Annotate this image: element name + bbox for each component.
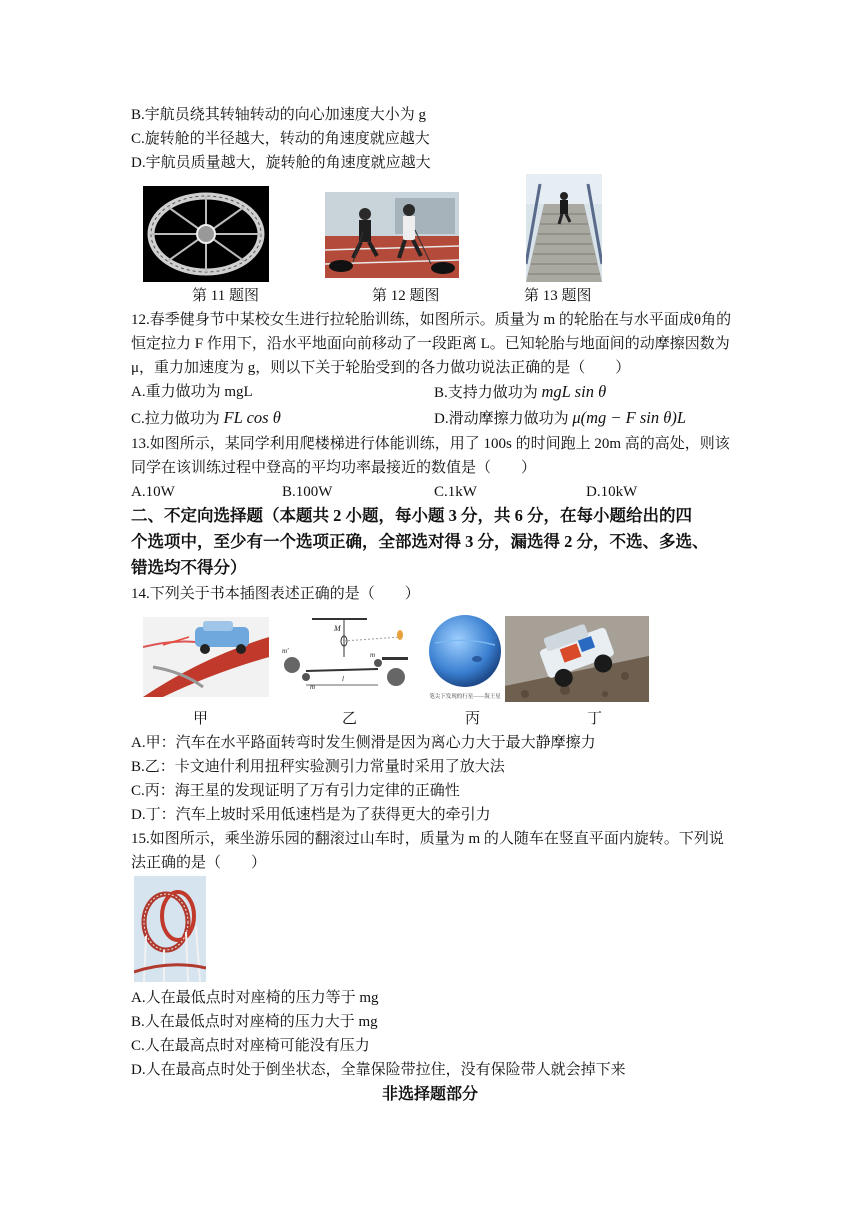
figure-12-tire-pulling [325, 192, 459, 278]
figure-13-stairs [526, 174, 602, 282]
q12-option-b-formula: mgL sin θ [541, 382, 607, 401]
non-choice-section-heading: 非选择题部分 [381, 1086, 478, 1103]
q13-option-c: C.1kW [434, 484, 477, 500]
figure-14-yi-torsion-balance [282, 617, 412, 697]
figure-14-ding-suv-slope [505, 616, 649, 702]
q14-label-bing: 丙 [465, 711, 481, 727]
q13-option-d: D.10kW [586, 484, 638, 500]
q13-stem-line1: 13.如图所示，某同学利用爬楼梯进行体能训练，用了 100s 的时间跑上 20m 高的高处，则该 [131, 436, 730, 452]
q12-option-c-prefix: C.拉力做功为 [131, 411, 220, 427]
q14-option-d: D.丁：汽车上坡时采用低速档是为了获得更大的牵引力 [131, 807, 491, 823]
caption-figure-13: 第 13 题图 [524, 288, 592, 304]
section2-heading-line3: 错选均不得分） [131, 558, 247, 577]
figure-14-bing-neptune [427, 613, 503, 705]
q12-option-b [434, 382, 606, 403]
q11-option-c: C.旋转舱的半径越大，转动的角速度就应越大 [131, 131, 430, 147]
figure-15-roller-coaster [134, 876, 206, 982]
q15-option-c: C.人在最高点时对座椅可能没有压力 [131, 1038, 370, 1054]
q12-stem-line1: 12.春季健身节中某校女生进行拉轮胎训练，如图所示。质量为 m 的轮胎在与水平面成θ角的 [131, 312, 732, 328]
q14-label-ding: 丁 [587, 711, 603, 727]
section2-heading-line2: 个选项中，至少有一个选项正确，全部选对得 3 分，漏选得 2 分，不选、多选、 [131, 532, 709, 551]
svg-text:l: l [342, 675, 344, 683]
svg-text:m: m [370, 651, 376, 659]
q14-option-a: A.甲：汽车在水平路面转弯时发生侧滑是因为离心力大于最大静摩擦力 [131, 735, 596, 751]
q12-stem-line2: 恒定拉力 F 作用下，沿水平地面向前移动了一段距离 L。已知轮胎与地面间的动摩擦因数为 [131, 336, 730, 352]
q14-label-jia: 甲 [193, 711, 209, 727]
q15-option-b: B.人在最低点时对座椅的压力大于 mg [131, 1014, 378, 1030]
caption-figure-11: 第 11 题图 [192, 288, 259, 304]
q12-option-d-formula: μ(mg − F sin θ)L [572, 408, 687, 427]
svg-text:M: M [334, 624, 341, 633]
q14-label-yi: 乙 [342, 711, 358, 727]
q15-option-a: A.人在最低点时对座椅的压力等于 mg [131, 990, 379, 1006]
q13-option-b: B.100W [282, 484, 333, 500]
q12-option-c [131, 408, 281, 429]
q12-option-a: A.重力做功为 mgL [131, 384, 253, 400]
q14-option-b: B.乙：卡文迪什利用扭秤实验测引力常量时采用了放大法 [131, 759, 505, 775]
q11-option-b: B.宇航员绕其转轴转动的向心加速度大小为 g [131, 107, 427, 123]
q12-option-b-prefix: B.支持力做功为 [434, 385, 538, 401]
q13-option-a: A.10W [131, 484, 175, 500]
q11-option-d: D.宇航员质量越大，旋转舱的角速度就应越大 [131, 155, 431, 171]
q15-stem-line1: 15.如图所示，乘坐游乐园的翻滚过山车时，质量为 m 的人随车在竖直平面内旋转。下列说 [131, 831, 724, 847]
q12-stem-line3: μ，重力加速度为 g，则以下关于轮胎受到的各力做功说法正确的是（ ） [131, 360, 631, 376]
q13-stem-line2: 同学在该训练过程中登高的平均功率最接近的数值是（ ） [131, 460, 537, 476]
q15-option-d: D.人在最高点时处于倒坐状态，全靠保险带拉住，没有保险带人就会掉下来 [131, 1062, 626, 1078]
svg-text:m: m [310, 683, 316, 691]
q15-stem-line2: 法正确的是（ ） [131, 855, 267, 871]
svg-text:m′: m′ [282, 647, 289, 655]
figure-11-space-station [143, 186, 269, 282]
q12-option-c-formula: FL cos θ [223, 408, 281, 427]
neptune-caption: 笔尖下发现的行星——海王星 [429, 694, 501, 700]
q12-option-d [434, 408, 686, 429]
section2-heading-line1: 二、不定向选择题（本题共 2 小题，每小题 3 分，共 6 分，在每小题给出的四 [131, 506, 692, 525]
q12-option-d-prefix: D.滑动摩擦力做功为 [434, 411, 569, 427]
q14-stem: 14.下列关于书本插图表述正确的是（ ） [131, 586, 420, 602]
caption-figure-12: 第 12 题图 [372, 288, 440, 304]
q14-option-c: C.丙：海王星的发现证明了万有引力定律的正确性 [131, 783, 460, 799]
figure-14-jia-car-skid [143, 617, 269, 697]
